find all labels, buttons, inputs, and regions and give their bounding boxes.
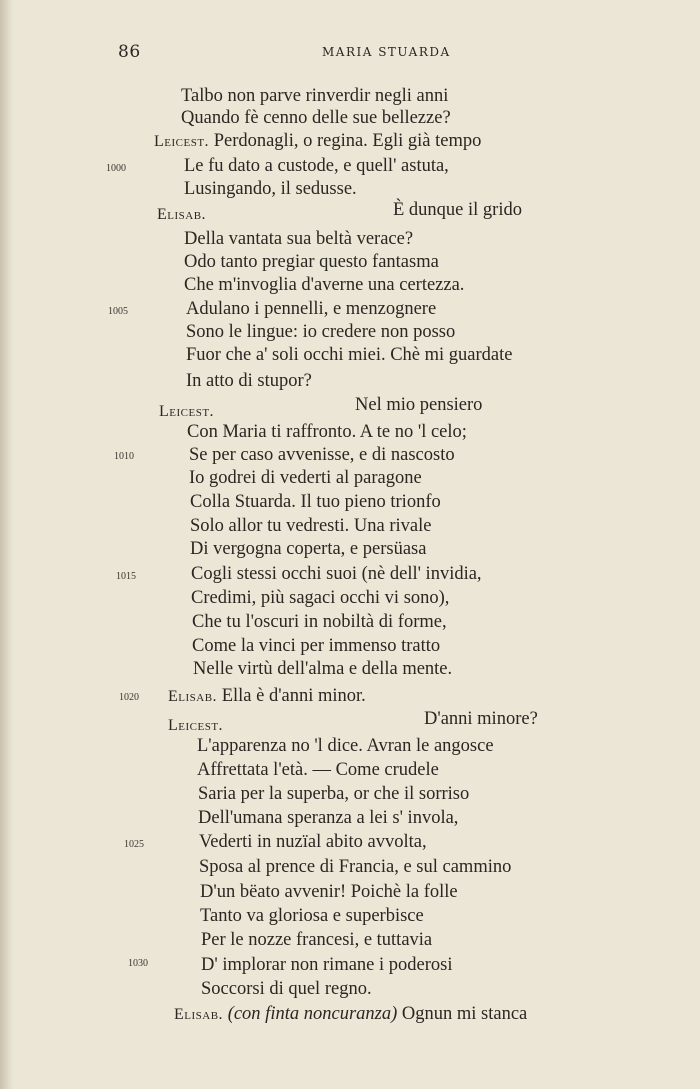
- verse-line: Sposa al prence di Francia, e sul cammino: [199, 857, 512, 877]
- verse-line-continuation: D'anni minore?: [424, 709, 538, 729]
- verse-line: In atto di stupor?: [186, 371, 312, 391]
- verse-line: Vederti in nuzïal abito avvolta,: [199, 832, 427, 852]
- verse-line: Che tu l'oscuri in nobiltà di forme,: [192, 612, 447, 632]
- verse-line: Tanto va gloriosa e superbisce: [200, 906, 424, 926]
- verse-line: Adulano i pennelli, e menzognere: [186, 299, 437, 319]
- line-number: 1005: [108, 306, 128, 317]
- verse-line: Se per caso avvenisse, e di nascosto: [189, 445, 455, 465]
- running-title: MARIA STUARDA: [322, 45, 451, 59]
- speaker-name: Elisab.: [157, 206, 207, 223]
- verse-line: Di vergogna coperta, e persüasa: [190, 539, 427, 559]
- verse-line: Soccorsi di quel regno.: [201, 979, 372, 999]
- verse-line: D'un bëato avvenir! Poichè la folle: [200, 882, 458, 902]
- verse-line: Io godrei di vederti al paragone: [189, 468, 422, 488]
- line-number: 1015: [116, 571, 136, 582]
- verse-line-continuation: È dunque il grido: [393, 200, 522, 220]
- verse-line: Leicest. Perdonagli, o regina. Egli già tempo: [154, 131, 482, 151]
- verse-line: [168, 714, 223, 737]
- speaker-name: Leicest.: [154, 133, 210, 150]
- verse-line: [157, 203, 206, 226]
- verse-line: Con Maria ti raffronto. A te no 'l celo;: [187, 422, 467, 442]
- verse-line: Che m'invoglia d'averne una certezza.: [184, 275, 465, 295]
- verse-line: Lusingando, il sedusse.: [184, 179, 357, 199]
- verse-line: Fuor che a' soli occhi miei. Chè mi guardate: [186, 345, 513, 365]
- verse-line: Per le nozze francesi, e tuttavia: [201, 930, 433, 950]
- verse-line: Della vantata sua beltà verace?: [184, 229, 414, 249]
- line-number: 1000: [106, 163, 126, 174]
- speaker-name: Elisab.: [168, 688, 218, 705]
- speaker-name: Elisab.: [174, 1006, 224, 1023]
- verse-line: [159, 400, 214, 423]
- verse-line: Come la vinci per immenso tratto: [192, 636, 441, 656]
- verse-line: Quando fè cenno delle sue bellezze?: [181, 108, 451, 128]
- line-number: 1010: [114, 451, 134, 462]
- verse-line: Affrettata l'età. — Come crudele: [197, 760, 439, 780]
- verse-line: Le fu dato a custode, e quell' astuta,: [184, 156, 449, 176]
- verse-line: Elisab. (con finta noncuranza) Ognun mi stanca: [174, 1004, 528, 1024]
- verse-line: Odo tanto pregiar questo fantasma: [184, 252, 439, 272]
- line-number: 1020: [119, 692, 139, 703]
- page-number: 86: [118, 42, 141, 62]
- speaker-name: Leicest.: [159, 403, 215, 420]
- line-number: 1025: [124, 839, 144, 850]
- stage-direction: (con finta noncuranza): [227, 1004, 398, 1024]
- verse-line: Dell'umana speranza a lei s' invola,: [198, 808, 459, 828]
- verse-line: L'apparenza no 'l dice. Avran le angosce: [197, 736, 494, 756]
- verse-line: Cogli stessi occhi suoi (nè dell' invidia,: [191, 564, 482, 584]
- verse-line: Sono le lingue: io credere non posso: [186, 322, 456, 342]
- verse-line: D' implorar non rimane i poderosi: [201, 955, 453, 975]
- verse-line: Solo allor tu vedresti. Una rivale: [190, 516, 432, 536]
- speaker-name: Leicest.: [168, 717, 224, 734]
- verse-line: Nelle virtù dell'alma e della mente.: [193, 659, 453, 679]
- verse-line: Talbo non parve rinverdir negli anni: [181, 86, 449, 106]
- verse-line-continuation: Nel mio pensiero: [355, 395, 483, 415]
- verse-line: Elisab. Ella è d'anni minor.: [168, 686, 366, 706]
- verse-line: Saria per la superba, or che il sorriso: [198, 784, 470, 804]
- verse-line: Credimi, più sagaci occhi vi sono),: [191, 588, 450, 608]
- verse-line: Colla Stuarda. Il tuo pieno trionfo: [190, 492, 441, 512]
- line-number: 1030: [128, 958, 148, 969]
